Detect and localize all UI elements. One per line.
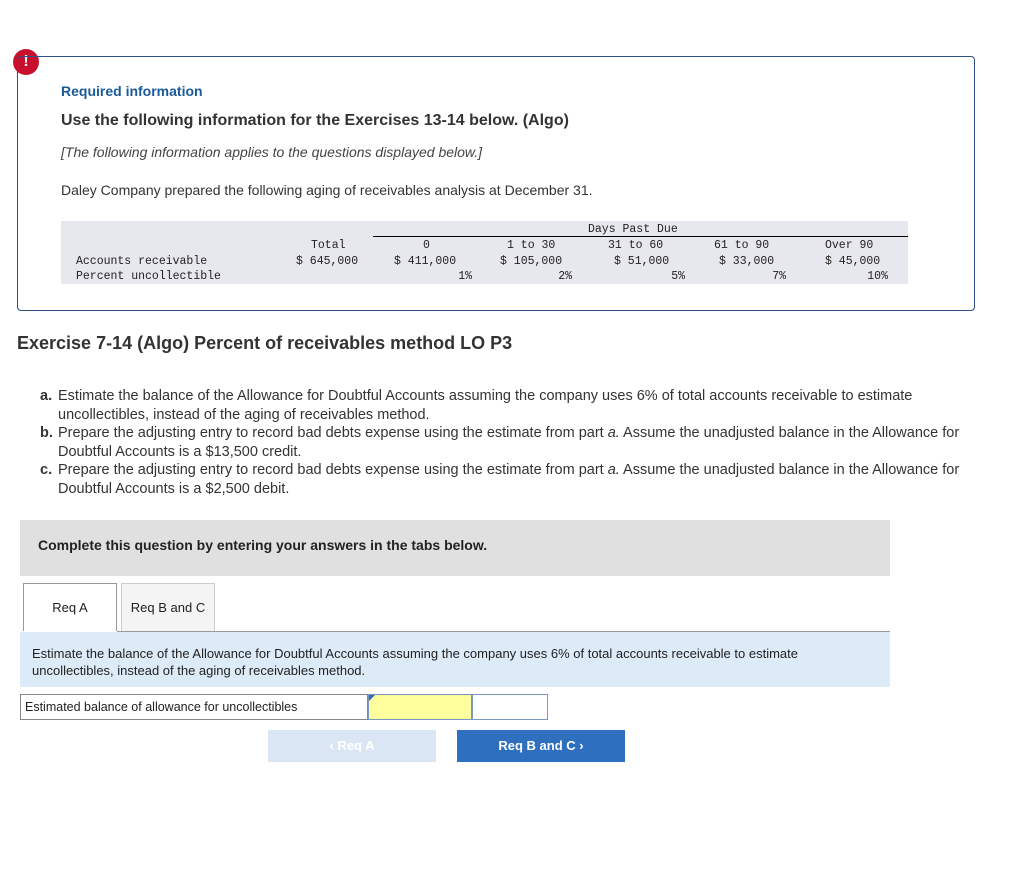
- pct-1-30: 2%: [558, 270, 572, 283]
- ar-over-90: $ 45,000: [825, 255, 881, 268]
- ar-0: $ 411,000: [394, 255, 457, 268]
- complete-instruction-band: [20, 520, 890, 576]
- ar-31-60: $ 51,000: [614, 255, 670, 268]
- estimated-balance-input[interactable]: [368, 694, 472, 720]
- pct-over-90: 10%: [867, 270, 888, 283]
- required-info-label: Required information: [61, 83, 203, 99]
- part-c-label: c.: [40, 462, 53, 478]
- part-c-text-after: Assume the unadjusted balance in the Allowance for Doubtful Accounts is a $2,500 debit.: [58, 462, 960, 497]
- prev-req-a-button[interactable]: ‹ Req A: [268, 730, 436, 762]
- part-b: [40, 424, 975, 461]
- col-header-1-30: 1 to 30: [507, 239, 556, 252]
- row-label-ar: Accounts receivable: [76, 255, 208, 268]
- aging-table: [61, 221, 908, 284]
- applies-note: [The following information applies to the questions displayed below.]: [61, 144, 483, 160]
- part-b-text-before: Prepare the adjusting entry to record bad debts expense using the estimate from part: [58, 425, 608, 441]
- part-b-text-after: Assume the unadjusted balance in the Allowance for Doubtful Accounts is a $13,500 credit.: [58, 425, 960, 460]
- answer-label: Estimated balance of allowance for uncollectibles: [20, 694, 368, 720]
- days-past-due-header: Days Past Due: [588, 223, 678, 236]
- col-header-0: 0: [423, 239, 430, 252]
- part-a-label: a.: [40, 388, 53, 404]
- info-heading: Use the following information for the Exercises 13-14 below. (Algo): [61, 112, 569, 129]
- question-parts: [40, 387, 975, 498]
- part-b-label: b.: [40, 425, 53, 441]
- part-c: [40, 461, 975, 498]
- pct-0: 1%: [458, 270, 472, 283]
- col-header-61-90: 61 to 90: [714, 239, 770, 252]
- col-header-total: Total: [311, 239, 346, 252]
- part-b-emph: a.: [607, 425, 620, 441]
- col-header-over-90: Over 90: [825, 239, 874, 252]
- req-a-prompt: Estimate the balance of the Allowance for Doubtful Accounts assuming the company uses 6% of total accounts receivable to estimate uncollectibles, instead of the aging of receivables method.: [20, 632, 890, 687]
- ar-61-90: $ 33,000: [719, 255, 775, 268]
- complete-instruction: Complete this question by entering your answers in the tabs below.: [38, 537, 488, 553]
- col-header-31-60: 31 to 60: [608, 239, 664, 252]
- pct-61-90: 7%: [772, 270, 786, 283]
- next-req-b-and-c-button[interactable]: Req B and C ›: [457, 730, 625, 762]
- row-label-percent: Percent uncollectible: [76, 270, 221, 283]
- answer-blank-cell: [472, 694, 548, 720]
- tab-req-b-and-c[interactable]: Req B and C: [121, 583, 215, 631]
- part-a-text: Estimate the balance of the Allowance for Doubtful Accounts assuming the company uses 6% of total accounts receivable to estimate uncollectibles, instead of the aging of receivables method.: [58, 388, 913, 423]
- alert-icon: !: [13, 49, 39, 75]
- exercise-title: Exercise 7-14 (Algo) Percent of receivables method LO P3: [17, 333, 513, 353]
- part-c-text-before: Prepare the adjusting entry to record bad debts expense using the estimate from part: [58, 462, 608, 478]
- tab-req-a[interactable]: Req A: [23, 583, 117, 631]
- part-c-emph: a.: [607, 462, 620, 478]
- part-a: [40, 387, 975, 424]
- ar-total: $ 645,000: [296, 255, 359, 268]
- pct-31-60: 5%: [671, 270, 685, 283]
- ar-1-30: $ 105,000: [500, 255, 563, 268]
- header-rule: [373, 236, 908, 237]
- intro-text: Daley Company prepared the following aging of receivables analysis at December 31.: [61, 182, 593, 198]
